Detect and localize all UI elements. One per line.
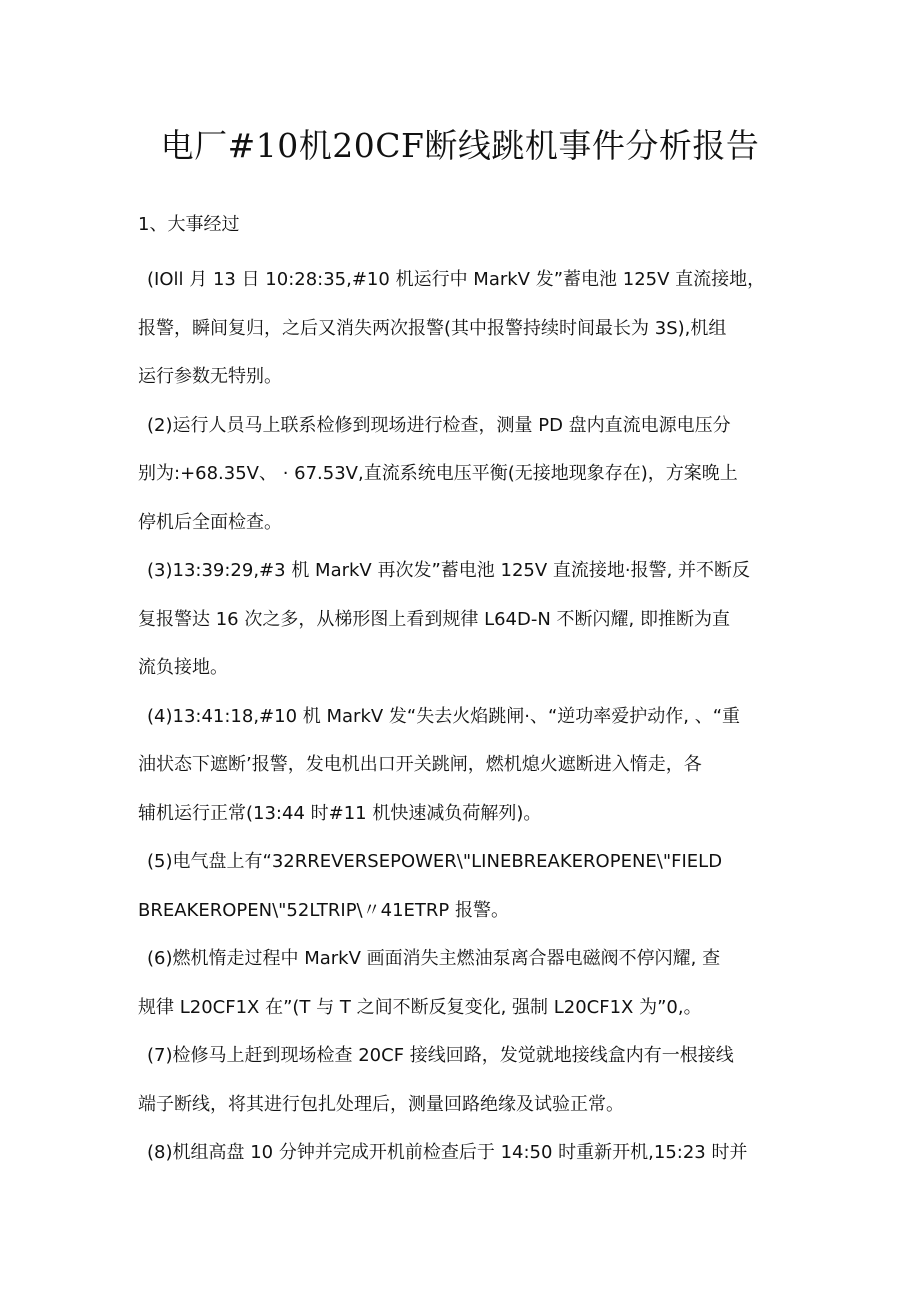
paragraph-line: (6)燃机惰走过程中 MarkV 画面消失主燃油泵离合器电磁阀不停闪耀, 查 bbox=[147, 948, 721, 969]
paragraph-line: (5)电气盘上有“32RREVERSEPOWER\"LINEBREAKEROPENE\"FIELD bbox=[147, 851, 723, 872]
paragraph-line: 辅机运行正常(13:44 时#11 机快速减负荷解列)。 bbox=[138, 802, 542, 824]
paragraph-line: 停机后全面检查。 bbox=[138, 511, 282, 533]
paragraph-line: 报警，瞬间复归，之后又消失两次报警(其中报警持续时间最长为 3S),机组 bbox=[138, 317, 727, 339]
paragraph-line: 油状态下遮断’报警，发电机出口开关跳闸，燃机熄火遮断进入惰走，各 bbox=[138, 754, 702, 775]
paragraph-line: 别为:+68.35V、 · 67.53V,直流系统电压平衡(无接地现象存在)，方案晚上 bbox=[138, 463, 738, 484]
section-heading: 1、大事经过 bbox=[138, 214, 240, 235]
paragraph-3 bbox=[138, 547, 788, 693]
paragraph-line: BREAKEROPEN\"52LTRIP\〃41ETRP 报警。 bbox=[138, 899, 509, 921]
paragraph-line: (2)运行人员马上联系检修到现场进行检查，测量 PD 盘内直流电源电压分 bbox=[147, 414, 731, 436]
paragraph-line: (IOll 月 13 日 10:28:35,#10 机运行中 MarkV 发”蓄电池 125V 直流接地， bbox=[147, 269, 766, 290]
document-title: 电厂#10机20CF断线跳机事件分析报告 bbox=[160, 126, 760, 165]
paragraph-1 bbox=[138, 256, 788, 402]
paragraph-line: 运行参数无特别。 bbox=[138, 366, 282, 387]
paragraph-5 bbox=[138, 838, 788, 935]
document-body bbox=[138, 256, 788, 1178]
paragraph-6 bbox=[138, 935, 788, 1032]
paragraph-7 bbox=[138, 1032, 788, 1129]
paragraph-4 bbox=[138, 693, 788, 839]
paragraph-line: (3)13:39:29,#3 机 MarkV 再次发”蓄电池 125V 直流接地·报警, 并不断反 bbox=[147, 560, 751, 581]
paragraph-line: 端子断线，将其进行包扎处理后，测量回路绝缘及试验正常。 bbox=[138, 1093, 624, 1115]
paragraph-line: 复报警达 16 次之多，从梯形图上看到规律 L64D-N 不断闪耀, 即推断为直 bbox=[138, 608, 730, 630]
paragraph-line: (7)检修马上赶到现场检查 20CF 接线回路，发觉就地接线盒内有一根接线 bbox=[147, 1045, 734, 1066]
paragraph-8 bbox=[138, 1129, 788, 1178]
paragraph-line: 流负接地。 bbox=[138, 657, 228, 678]
paragraph-2 bbox=[138, 402, 788, 548]
paragraph-line: 规律 L20CF1X 在”(T 与 T 之间不断反复变化, 强制 L20CF1X 为”0,。 bbox=[138, 996, 702, 1018]
paragraph-line: (4)13:41:18,#10 机 MarkV 发“失去火焰跳闸·、“逆功率爱护动作, 、“重 bbox=[147, 705, 741, 727]
paragraph-line: (8)机组高盘 10 分钟并完成开机前检查后于 14:50 时重新开机,15:23 时并 bbox=[147, 1142, 748, 1163]
